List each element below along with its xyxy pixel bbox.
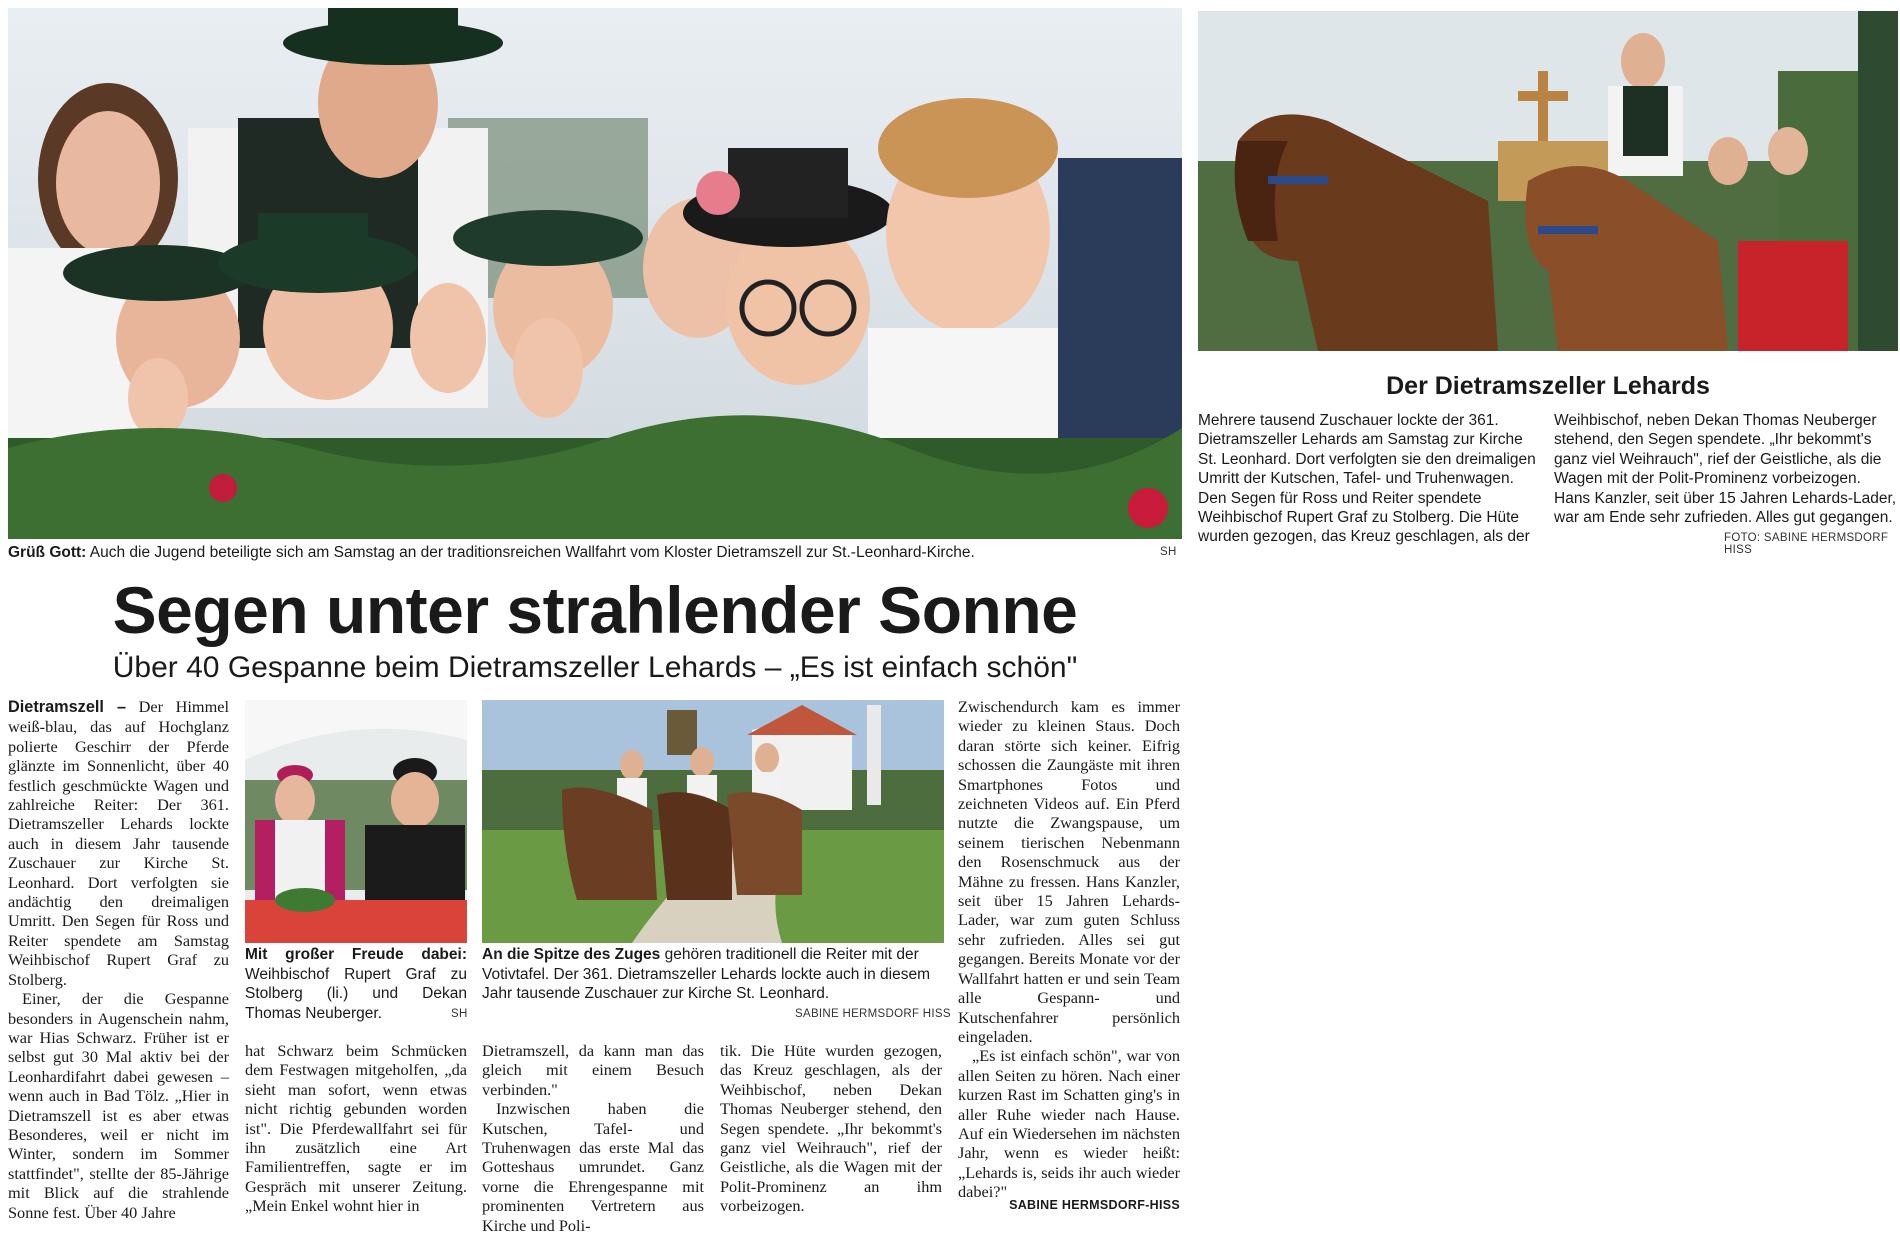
headline: Segen unter strahlender Sonne bbox=[112, 573, 1078, 647]
side-article-col2: Weihbischof, neben Dekan Thomas Neuberger stehend, den Segen spendete. „Ihr bekommt's ganz viel Weihrauch", rief der Geistliche, als die Wagen mit der Polit-Prominenz vorbeizogen. Hans Kanzler, seit über 15 Jahren Lehards-Lader, war am Ende sehr zufrieden. Alles gut gegangen. bbox=[1554, 412, 1897, 527]
photo-clergy bbox=[245, 700, 467, 943]
photo-riders bbox=[482, 700, 944, 943]
subheadline: Über 40 Gespanne beim Dietramszeller Lehards – „Es ist einfach schön" bbox=[112, 651, 1078, 684]
main-photo-credit: SH bbox=[1160, 546, 1177, 558]
article-col5: Zwischendurch kam es immer wieder zu kleinen Staus. Doch daran störte sich keiner. Eifrig schossen die Zaungäste mit ihren Smartphones Fotos und zeichneten Videos auf. Ein Pferd nutzte die Zwangspause, um seinem tierischen Nebenmann den Rosenschmuck aus der Mähne zu fressen. Hans Kanzler, seit über 15 Jahren Lehards-Lader, war zum guten Schluss sehr zufrieden. Alles sei gut gegangen. Bereits Monate vor der Wallfahrt hatten er und sein Team alle Gespann- und Kutschenfahrer persönlich eingeladen. „Es ist einfach schön", war von allen Seiten zu hören. Nach einer kurzen Rast im Schatten ging's in aller Ruhe wieder nach Hause. Auf ein Wiedersehen im nächsten Jahr, wenn es wieder heißt: „Lehards is, seids ihr auch wieder dabei?" bbox=[958, 697, 1180, 1202]
main-photo-caption: Grüß Gott: Auch die Jugend beteiligte sich am Samstag an der traditionsreichen Wallfahrt vom Kloster Dietramszell zur St.-Leonhard-Kirche. bbox=[8, 544, 975, 561]
article-col1: Dietramszell – Der Himmel weiß-blau, das auf Hochglanz polierte Geschirr der Pferde glänzte im Sonnenlicht, über 40 festlich geschmückte Wagen und zahlreiche Reiter: Der 361. Dietramszeller Lehards lockte auch in diesem Jahr tausende Zuschauer zur Kirche St. Leonhard. Dort verfolgten sie andächtig den dreimaligen Umritt. Den Segen für Ross und Reiter spendete am Samstag Weihbischof Rupert Graf zu Stolberg. Einer, der die Gespanne besonders in Augenschein nahm, war Hias Schwarz. Früher ist er selbst gut 30 Mal aktiv bei der Leonhardifahrt dabei gewesen – wenn auch in Bad Tölz. „Hier in Dietramszell ist es aber etwas Besonderes, weil er nicht im Winter, sondern im Sommer stattfindet", stellte der 85-Jährige mit Blick auf die strahlende Sonne fest. Über 40 Jahre bbox=[8, 697, 229, 1222]
photo-clergy-caption: Mit großer Freude dabei: Weihbischof Rupert Graf zu Stolberg (li.) und Dekan Thomas Neuberger. bbox=[245, 946, 467, 1022]
side-article-title: Der Dietramszeller Lehards bbox=[1386, 372, 1710, 400]
photo-riders-caption: An die Spitze des Zuges gehören traditionell die Reiter mit der Votivtafel. Der 361. Dietramszeller Lehards lockte auch in diesem Jahr tausende Zuschauer zur Kirche St. Leonhard. bbox=[482, 946, 930, 1002]
photo-riders-credit: SABINE HERMSDORF HISS bbox=[795, 1008, 951, 1020]
photo-clergy-credit: SH bbox=[451, 1008, 468, 1020]
main-photo-children bbox=[8, 8, 1182, 539]
article-author: SABINE HERMSDORF-HISS bbox=[1009, 1198, 1180, 1212]
article-col2: hat Schwarz beim Schmücken dem Festwagen mitgeholfen, „da sieht man sofort, wenn etwas nicht richtig gebunden worden ist". Die Pferdewallfahrt sei für ihn zusätzlich eine Art Familientreffen, sagte er im Gespräch mit unserer Zeitung. „Mein Enkel wohnt hier in bbox=[245, 1041, 467, 1216]
side-article-credit: FOTO: SABINE HERMSDORF HISS bbox=[1724, 532, 1889, 556]
article-col3: Dietramszell, da kann man das gleich mit einem Besuch verbinden." Inzwischen haben die Kutschen, Tafel- und Truhenwagen das erste Mal das Gotteshaus umrundet. Ganz vorne die Ehrengespanne mit prominenten Vertretern aus Kirche und Poli- bbox=[482, 1041, 704, 1235]
dateline: Dietramszell – bbox=[8, 698, 127, 716]
side-photo-horses bbox=[1198, 11, 1898, 351]
side-article-col1: Mehrere tausend Zuschauer lockte der 361. Dietramszeller Lehards am Samstag zur Kirche St. Leonhard. Dort verfolgten sie den dreimaligen Umritt der Kutschen, Tafel- und Truhenwagen. Den Segen für Ross und Reiter spendete Weihbischof Rupert Graf zu Stolberg. Die Hüte wurden gezogen, das Kreuz geschlagen, als der bbox=[1198, 412, 1536, 546]
article-col4: tik. Die Hüte wurden gezogen, das Kreuz geschlagen, als der Weihbischof, neben Dekan Thomas Neuberger stehend, den Segen spendete. „Ihr bekommt's ganz viel Weihrauch", rief der Geistliche, als die Wagen mit der Polit-Prominenz an ihm vorbeizogen. bbox=[720, 1041, 942, 1216]
